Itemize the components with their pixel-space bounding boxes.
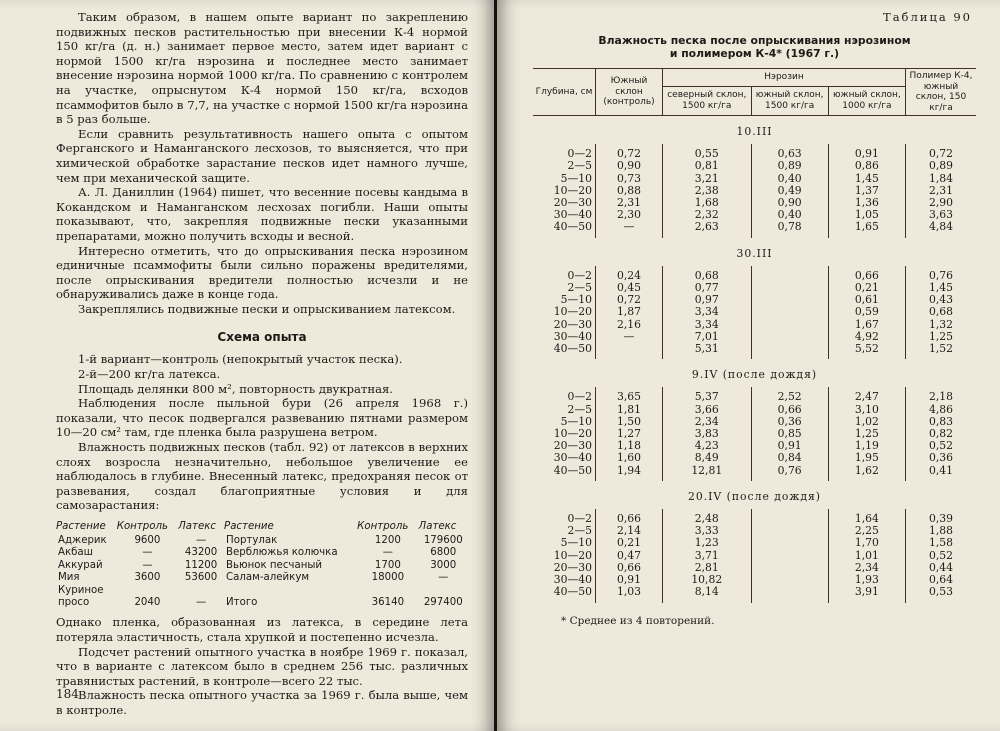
value-cell: 1,93 xyxy=(854,573,879,587)
value-cell: 3,71 xyxy=(694,548,719,562)
value-cell: 3,66 xyxy=(694,402,719,416)
section-values-row xyxy=(533,509,976,602)
value-cell: 1,68 xyxy=(694,196,719,210)
value-cell xyxy=(755,586,825,598)
value-cell xyxy=(599,343,659,355)
value-cell: 8,49 xyxy=(694,451,719,465)
page-number: 184 xyxy=(56,687,79,701)
value-cell: 20—30 xyxy=(553,317,592,331)
column-header: Латекс xyxy=(418,521,457,532)
column-control xyxy=(596,266,663,359)
table-cell: 9600 xyxy=(134,535,161,546)
value-cell: 1,87 xyxy=(616,305,642,319)
paragraph: А. Л. Даниллин (1964) пишет, что весенние посевы кандыма в Кокандском и Наманганском лесхозах погибли. Наши опыты показывают, что, закрепляя подвижные пески указанными препаратами, можно получить всходы и весной. xyxy=(56,185,468,243)
value-cell xyxy=(755,537,825,549)
value-cell: 3,33 xyxy=(694,524,719,538)
value-cell: 1,88 xyxy=(928,524,954,538)
header-depth: Глубина, см xyxy=(533,69,596,116)
value-cell: 40—50 xyxy=(553,342,592,356)
value-cell: 1,70 xyxy=(854,536,879,550)
column-header: Растение xyxy=(56,521,106,532)
value-cell: 0,88 xyxy=(616,183,642,197)
value-cell: 8,14 xyxy=(694,585,719,599)
value-cell: 2,81 xyxy=(694,560,719,574)
paragraph: Влажность песка опытного участка за 1969 г. была выше, чем в контроле. xyxy=(56,688,468,717)
value-cell: 0,90 xyxy=(616,159,642,173)
table-cell: 43200 xyxy=(184,547,218,559)
table-title-line: Влажность песка после опрыскивания нэрозином xyxy=(598,34,911,47)
section-values-row xyxy=(533,387,976,480)
column-header: Латекс xyxy=(178,521,216,532)
value-cell: 0—2 xyxy=(567,512,592,526)
value-cell: 1,32 xyxy=(928,317,954,331)
value-cell: 3,63 xyxy=(928,208,954,222)
value-cell: 1,18 xyxy=(616,439,642,453)
value-cell: 7,01 xyxy=(694,329,719,343)
value-cell: 2,47 xyxy=(854,390,879,404)
value-cell: 30—40 xyxy=(553,208,592,222)
value-cell: 10,82 xyxy=(691,573,723,587)
value-cell: 0,72 xyxy=(928,147,954,161)
value-cell: 3,21 xyxy=(694,171,719,185)
value-cell: — xyxy=(623,220,635,234)
table-cell: 1700 xyxy=(374,559,401,571)
value-cell: 0,36 xyxy=(928,451,954,465)
value-cell: 1,65 xyxy=(854,220,879,234)
plant-table-body xyxy=(56,535,468,609)
table-cell: 179600 xyxy=(423,535,463,546)
table-cell: Куриное xyxy=(58,584,104,596)
value-cell: 40—50 xyxy=(553,463,592,477)
value-cell: 3,34 xyxy=(694,317,719,331)
value-cell: 1,02 xyxy=(854,414,879,428)
value-cell: 1,05 xyxy=(854,208,879,222)
table-cell xyxy=(224,585,357,597)
value-cell: 2,38 xyxy=(694,183,719,197)
value-cell: 40—50 xyxy=(553,585,592,599)
value-cell: 2,31 xyxy=(616,196,642,210)
value-cell: 20—30 xyxy=(553,560,592,574)
value-cell: 0,81 xyxy=(694,159,719,173)
table-row xyxy=(56,597,468,609)
table-cell: 6800 xyxy=(430,547,457,559)
value-cell: 30—40 xyxy=(553,329,592,343)
value-cell: 5—10 xyxy=(560,293,592,307)
value-cell: 1,01 xyxy=(854,548,879,562)
value-cell: 2,32 xyxy=(694,208,719,222)
table-cell: Портулак xyxy=(226,535,278,546)
value-cell: 0,86 xyxy=(854,159,879,173)
table-cell: 11200 xyxy=(184,559,218,571)
value-cell: 1,58 xyxy=(928,536,954,550)
table-row xyxy=(56,547,468,559)
value-cell: 1,84 xyxy=(928,171,954,185)
value-cell: 5—10 xyxy=(560,171,592,185)
value-cell: 10—20 xyxy=(553,183,592,197)
value-cell: 1,94 xyxy=(616,463,642,477)
value-cell: 3,65 xyxy=(616,390,642,404)
table-row xyxy=(56,585,468,597)
value-cell: 4,23 xyxy=(694,439,719,453)
table-cell: — xyxy=(195,535,207,546)
value-cell: 2—5 xyxy=(567,281,592,295)
value-cell: 3,10 xyxy=(854,402,879,416)
column-control xyxy=(596,387,663,480)
column-north-1500 xyxy=(663,509,752,602)
paragraph: Закреплялись подвижные пески и опрыскиванием латексом. xyxy=(78,301,456,316)
paragraph: Если сравнить результативность нашего опыта с опытом Ферганского и Наманганского лесхозов, то выясняется, что при химической обработке зарастание песков идет намного лучше, чем при механической защите. xyxy=(56,126,468,185)
section-header-row xyxy=(533,238,976,266)
table-cell: Вьюнок песчаный xyxy=(226,559,323,571)
value-cell: 0,89 xyxy=(928,159,954,173)
column-south-1500 xyxy=(751,387,828,480)
table-cell: Салам-алейкум xyxy=(226,572,310,584)
table-cell: Мия xyxy=(58,572,80,584)
paragraph: Однако пленка, образованная из латекса, в середине лета потеряла эластичность, стала хрупкой и постепенно исчезла. xyxy=(56,615,468,645)
scheme-item: 2-й—200 кг/га латекса. xyxy=(78,367,221,382)
table-cell: Акбаш xyxy=(58,547,93,559)
value-cell: 0,40 xyxy=(777,208,802,222)
value-cell: 1,25 xyxy=(854,427,879,441)
column-south-1000 xyxy=(828,266,905,359)
value-cell: 2,63 xyxy=(694,220,719,234)
value-cell: 0,61 xyxy=(854,293,879,307)
column-south-1000 xyxy=(828,387,905,480)
value-cell: 0,64 xyxy=(928,573,954,587)
value-cell: 1,36 xyxy=(854,196,879,210)
value-cell: 0,76 xyxy=(928,268,954,282)
value-cell: 1,23 xyxy=(694,536,719,550)
value-cell: 0,66 xyxy=(777,402,802,416)
value-cell: 1,19 xyxy=(854,439,879,453)
value-cell: 0,41 xyxy=(928,463,954,477)
header-control: Южный склон (контроль) xyxy=(596,69,663,116)
scheme-title: Схема опыта xyxy=(217,330,307,345)
header-north-1500: северный склон, 1500 кг/га xyxy=(663,86,752,115)
value-cell: 0,83 xyxy=(928,414,954,428)
value-cell: 0,49 xyxy=(777,183,802,197)
value-cell: 0,82 xyxy=(928,427,954,441)
value-cell: 0,84 xyxy=(777,451,802,465)
value-cell: 1,52 xyxy=(928,342,954,356)
column-header: Контроль xyxy=(116,521,168,532)
value-cell: 5—10 xyxy=(560,414,592,428)
table-cell xyxy=(357,585,418,597)
value-cell: 0,59 xyxy=(854,305,879,319)
column-south-1500 xyxy=(751,509,828,602)
table-cell: 2040 xyxy=(134,597,161,609)
table-cell: — xyxy=(382,547,393,559)
value-cell: 0,97 xyxy=(694,293,719,307)
value-cell: 5,37 xyxy=(694,390,719,404)
table-cell: 53600 xyxy=(184,572,218,584)
value-cell xyxy=(755,319,825,331)
value-cell: 2,25 xyxy=(854,524,879,538)
section-header-row xyxy=(533,481,976,509)
value-cell: 0,90 xyxy=(777,196,802,210)
value-cell: 0,52 xyxy=(928,548,954,562)
column-polymer xyxy=(906,144,977,237)
header-nerozin: Нэрозин xyxy=(663,69,906,87)
header-south-1500: южный склон, 1500 кг/га xyxy=(751,86,828,115)
column-header: Контроль xyxy=(357,521,409,532)
table-cell xyxy=(117,585,178,597)
value-cell: 2,18 xyxy=(928,390,954,404)
value-cell: 2,52 xyxy=(777,390,802,404)
value-cell: 0,36 xyxy=(777,414,802,428)
value-cell: 0,63 xyxy=(777,147,802,161)
value-cell: 20—30 xyxy=(553,439,592,453)
value-cell: 0,68 xyxy=(694,268,719,282)
table-cell: Итого xyxy=(226,597,258,609)
column-depths xyxy=(533,387,596,480)
right-page xyxy=(497,0,1000,731)
value-cell: 0,66 xyxy=(854,268,879,282)
header-south-1000: южный склон, 1000 кг/га xyxy=(828,86,905,115)
value-cell: 4,92 xyxy=(854,329,879,343)
value-cell: 0,66 xyxy=(616,512,642,526)
value-cell: 2—5 xyxy=(567,159,592,173)
column-north-1500 xyxy=(663,266,752,359)
value-cell: 12,81 xyxy=(691,463,723,477)
column-south-1000 xyxy=(828,144,905,237)
value-cell: 1,25 xyxy=(928,329,954,343)
section-header-row xyxy=(533,359,976,387)
table-cell: — xyxy=(195,597,207,609)
value-cell: 0,78 xyxy=(777,220,802,234)
column-depths xyxy=(533,266,596,359)
table-cell: — xyxy=(142,547,153,559)
value-cell: 2,90 xyxy=(928,196,954,210)
value-cell: 2,34 xyxy=(694,414,719,428)
value-cell: 1,60 xyxy=(616,451,642,465)
value-cell: 0,72 xyxy=(616,147,642,161)
value-cell: 1,95 xyxy=(854,451,879,465)
value-cell: 30—40 xyxy=(553,451,592,465)
table-cell xyxy=(419,585,468,597)
table-cell: 3600 xyxy=(134,572,161,584)
intro-text xyxy=(56,10,468,316)
table-row xyxy=(56,535,468,547)
section-date: 9.IV (после дождя) xyxy=(691,368,818,382)
value-cell xyxy=(755,306,825,318)
footnote: * Среднее из 4 повторений. xyxy=(561,614,715,627)
paragraph: Влажность подвижных песков (табл. 92) от латексов в верхних слоях возросла незначительно, небольшое увеличение ее наблюдалось в глубине. Внесенный латекс, предохраняя песок от развевания, создал благоприятные условия и для самозарастания: xyxy=(56,440,468,513)
value-cell: 0,43 xyxy=(928,293,954,307)
value-cell: 0,52 xyxy=(928,439,954,453)
value-cell: 0—2 xyxy=(567,268,592,282)
value-cell: 10—20 xyxy=(553,305,592,319)
value-cell: 4,84 xyxy=(928,220,954,234)
scheme-item: 1-й вариант—контроль (непокрытый участок песка). xyxy=(78,352,403,367)
table-cell: 36140 xyxy=(371,597,405,609)
table-row xyxy=(56,572,468,584)
value-cell: 3,34 xyxy=(694,305,719,319)
value-cell: 2,48 xyxy=(694,512,719,526)
value-cell: 0,91 xyxy=(777,439,802,453)
value-cell: 0—2 xyxy=(567,390,592,404)
section-header-row xyxy=(533,116,976,145)
value-cell: 5,52 xyxy=(854,342,879,356)
column-south-1500 xyxy=(751,266,828,359)
section-date: 10.III xyxy=(736,125,773,138)
table-cell: 1200 xyxy=(374,535,401,546)
column-depths xyxy=(533,509,596,602)
column-south-1500 xyxy=(751,144,828,237)
column-polymer xyxy=(906,387,977,480)
value-cell: 0,73 xyxy=(616,171,642,185)
value-cell: 2,16 xyxy=(616,317,642,331)
value-cell: 5,31 xyxy=(694,342,719,356)
value-cell: 1,64 xyxy=(854,512,879,526)
value-cell: 0,39 xyxy=(928,512,954,526)
value-cell: 0,91 xyxy=(854,147,879,161)
table-label: Таблица 90 xyxy=(883,10,972,24)
value-cell: 0,47 xyxy=(616,548,642,562)
column-header: Растение xyxy=(224,521,274,532)
section-values-row xyxy=(533,266,976,359)
value-cell: 0,21 xyxy=(854,281,879,295)
value-cell: 4,86 xyxy=(928,402,954,416)
scheme-list xyxy=(56,352,468,396)
moisture-table-body xyxy=(533,116,976,603)
paragraph: Таким образом, в нашем опыте вариант по закреплению подвижных песков растительностью при внесении К-4 нормой 150 кг/га (д. н.) занимает первое место, затем идет вариант с нормой 1500 кг/га нэрозина и последнее место занимает внесение нэрозина нормой 1000 кг/га. По сравнению с контролем на участке, опрыснутом К-4 нормой 150 кг/га, всходов псаммофитов было в 7,7, на участке с нормой 1500 кг/га нэрозина в 5 раз больше. xyxy=(56,10,468,127)
value-cell: 1,03 xyxy=(616,585,642,599)
value-cell: 0,66 xyxy=(616,560,642,574)
column-polymer xyxy=(906,509,977,602)
column-south-1000 xyxy=(828,509,905,602)
value-cell: 30—40 xyxy=(553,573,592,587)
value-cell: 2—5 xyxy=(567,524,592,538)
table-cell: 3000 xyxy=(430,559,457,571)
value-cell: 0,40 xyxy=(777,171,802,185)
value-cell: 0,72 xyxy=(616,293,642,307)
column-depths xyxy=(533,144,596,237)
table-cell: — xyxy=(438,572,449,584)
scheme-item: Площадь делянки 800 м², повторность двукратная. xyxy=(78,381,393,396)
value-cell: 0,85 xyxy=(777,427,802,441)
value-cell: — xyxy=(623,329,635,343)
value-cell: 1,81 xyxy=(616,402,642,416)
moisture-table xyxy=(533,68,976,603)
value-cell: 1,45 xyxy=(854,171,879,185)
left-page xyxy=(0,0,494,731)
table-cell: 297400 xyxy=(423,597,463,609)
table-cell: Аккурай xyxy=(58,559,103,571)
value-cell: 0,53 xyxy=(928,585,954,599)
section-values-row xyxy=(533,144,976,237)
column-polymer xyxy=(906,266,977,359)
paragraph: Интересно отметить, что до опрыскивания песка нэрозином единичные псаммофиты были сильно поражены вредителями, после опрыскивания вредители полностью исчезли и не обнаруживались даже в конце года. xyxy=(56,243,468,302)
value-cell xyxy=(755,343,825,355)
value-cell: 0,68 xyxy=(928,305,954,319)
value-cell: 0,89 xyxy=(777,159,802,173)
column-control xyxy=(596,509,663,602)
value-cell: 20—30 xyxy=(553,196,592,210)
section-date: 20.IV (после дождя) xyxy=(687,489,822,503)
value-cell: 1,27 xyxy=(616,427,642,441)
value-cell: 10—20 xyxy=(553,548,592,562)
value-cell: 5—10 xyxy=(560,536,592,550)
paragraph: Подсчет растений опытного участка в ноябре 1969 г. показал, что в варианте с латексом было в среднем 256 тыс. различных травянистых растений, в контроле—всего 22 тыс. xyxy=(56,644,468,688)
value-cell: 0,91 xyxy=(616,573,642,587)
value-cell: 0,76 xyxy=(777,463,802,477)
plant-count-table xyxy=(56,521,468,609)
table-cell: 18000 xyxy=(371,572,405,584)
paragraph: Наблюдения после пыльной бури (26 апреля 1968 г.) показали, что песок подвергался развеванию пятнами размером 10—20 см² там, где пленка была разрушена ветром. xyxy=(56,396,468,440)
table-cell xyxy=(178,585,224,597)
table-title xyxy=(533,34,976,60)
value-cell: 40—50 xyxy=(553,220,592,234)
value-cell: 0,44 xyxy=(928,560,954,574)
value-cell: 2,31 xyxy=(928,183,954,197)
column-north-1500 xyxy=(663,387,752,480)
table-cell: Верблюжья колючка xyxy=(226,547,338,559)
value-cell: 0—2 xyxy=(567,147,592,161)
value-cell: 10—20 xyxy=(553,427,592,441)
table-cell: Аджерик xyxy=(58,535,107,546)
column-north-1500 xyxy=(663,144,752,237)
value-cell: 0,77 xyxy=(694,281,719,295)
table-cell: — xyxy=(142,559,153,571)
value-cell: 0,45 xyxy=(616,281,642,295)
value-cell: 0,55 xyxy=(694,147,719,161)
table-cell: просо xyxy=(58,597,90,609)
value-cell: 2,14 xyxy=(616,524,642,538)
value-cell: 1,62 xyxy=(854,463,879,477)
value-cell: 1,67 xyxy=(854,317,879,331)
value-cell: 1,45 xyxy=(928,281,954,295)
value-cell: 1,37 xyxy=(854,183,879,197)
value-cell: 2,30 xyxy=(616,208,642,222)
section-date: 30.III xyxy=(736,246,773,260)
header-polymer: Полимер К-4, южный склон, 150 кг/га xyxy=(906,69,977,116)
value-cell: 0,24 xyxy=(616,268,642,282)
value-cell: 3,91 xyxy=(854,585,879,599)
value-cell: 0,21 xyxy=(616,536,642,550)
column-control xyxy=(596,144,663,237)
value-cell: 2—5 xyxy=(567,402,592,416)
value-cell: 1,50 xyxy=(616,414,642,428)
table-title-line: и полимером К-4* (1967 г.) xyxy=(669,47,840,60)
table-row xyxy=(56,560,468,572)
value-cell: 3,83 xyxy=(694,427,719,441)
value-cell: 2,34 xyxy=(854,560,879,574)
